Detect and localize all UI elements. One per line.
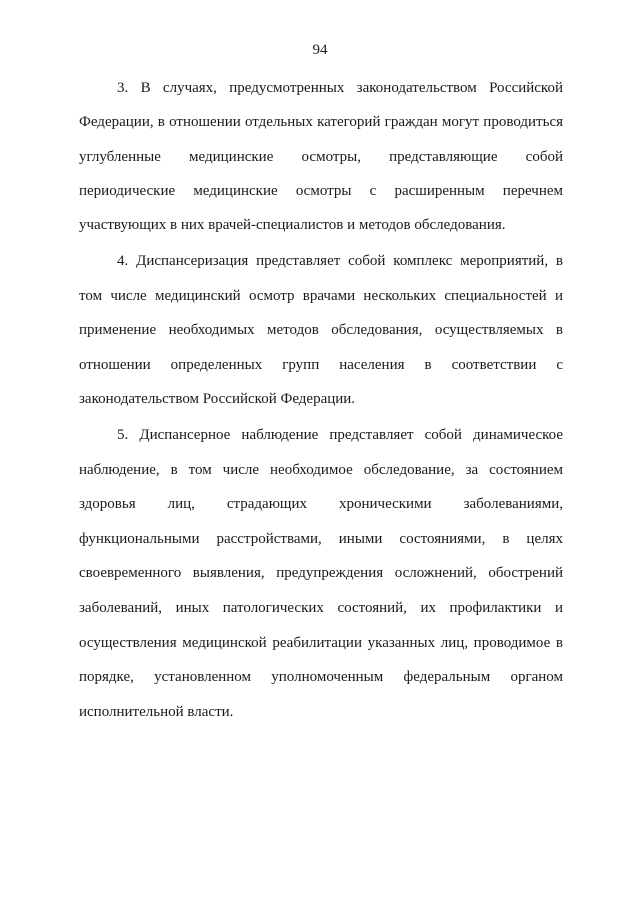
paragraph-3-line-1: 3. В случаях, предусмотренных законодательством Российской: [117, 80, 563, 96]
paragraph-4-line-2: том числе медицинский осмотр врачами нескольких специальностей и: [79, 288, 563, 304]
paragraph-5-line-9: исполнительной власти.: [79, 704, 234, 720]
paragraph-3-line-2: Федерации, в отношении отдельных категорий граждан могут проводиться: [79, 114, 563, 130]
paragraph-4-line-1: 4. Диспансеризация представляет собой комплекс мероприятий, в: [117, 253, 563, 269]
paragraph-3-line-4: периодические медицинские осмотры с расширенным перечнем: [79, 183, 563, 199]
paragraph-5-line-8: порядке, установленном уполномоченным федеральным органом: [79, 669, 563, 685]
paragraph-5-line-5: своевременного выявления, предупреждения осложнений, обострений: [79, 565, 563, 581]
paragraph-3-line-5: участвующих в них врачей-специалистов и методов обследования.: [79, 217, 506, 233]
paragraph-3-line-3: углубленные медицинские осмотры, представляющие собой: [79, 149, 563, 165]
paragraph-4-line-5: законодательством Российской Федерации.: [79, 391, 356, 407]
paragraph-5-line-1: 5. Диспансерное наблюдение представляет собой динамическое: [117, 427, 563, 443]
paragraph-4-line-4: отношении определенных групп населения в соответствии с: [79, 357, 563, 373]
paragraph-5-line-2: наблюдение, в том числе необходимое обследование, за состоянием: [79, 462, 563, 478]
paragraph-5-line-7: осуществления медицинской реабилитации указанных лиц, проводимое в: [79, 635, 563, 651]
paragraph-5-line-3: здоровья лиц, страдающих хроническими заболеваниями,: [79, 496, 563, 512]
paragraph-4-line-3: применение необходимых методов обследования, осуществляемых в: [79, 322, 563, 338]
page-number: 94: [312, 42, 328, 58]
paragraph-5-line-6: заболеваний, иных патологических состояний, их профилактики и: [79, 600, 563, 616]
paragraph-5-line-4: функциональными расстройствами, иными состояниями, в целях: [79, 531, 563, 547]
